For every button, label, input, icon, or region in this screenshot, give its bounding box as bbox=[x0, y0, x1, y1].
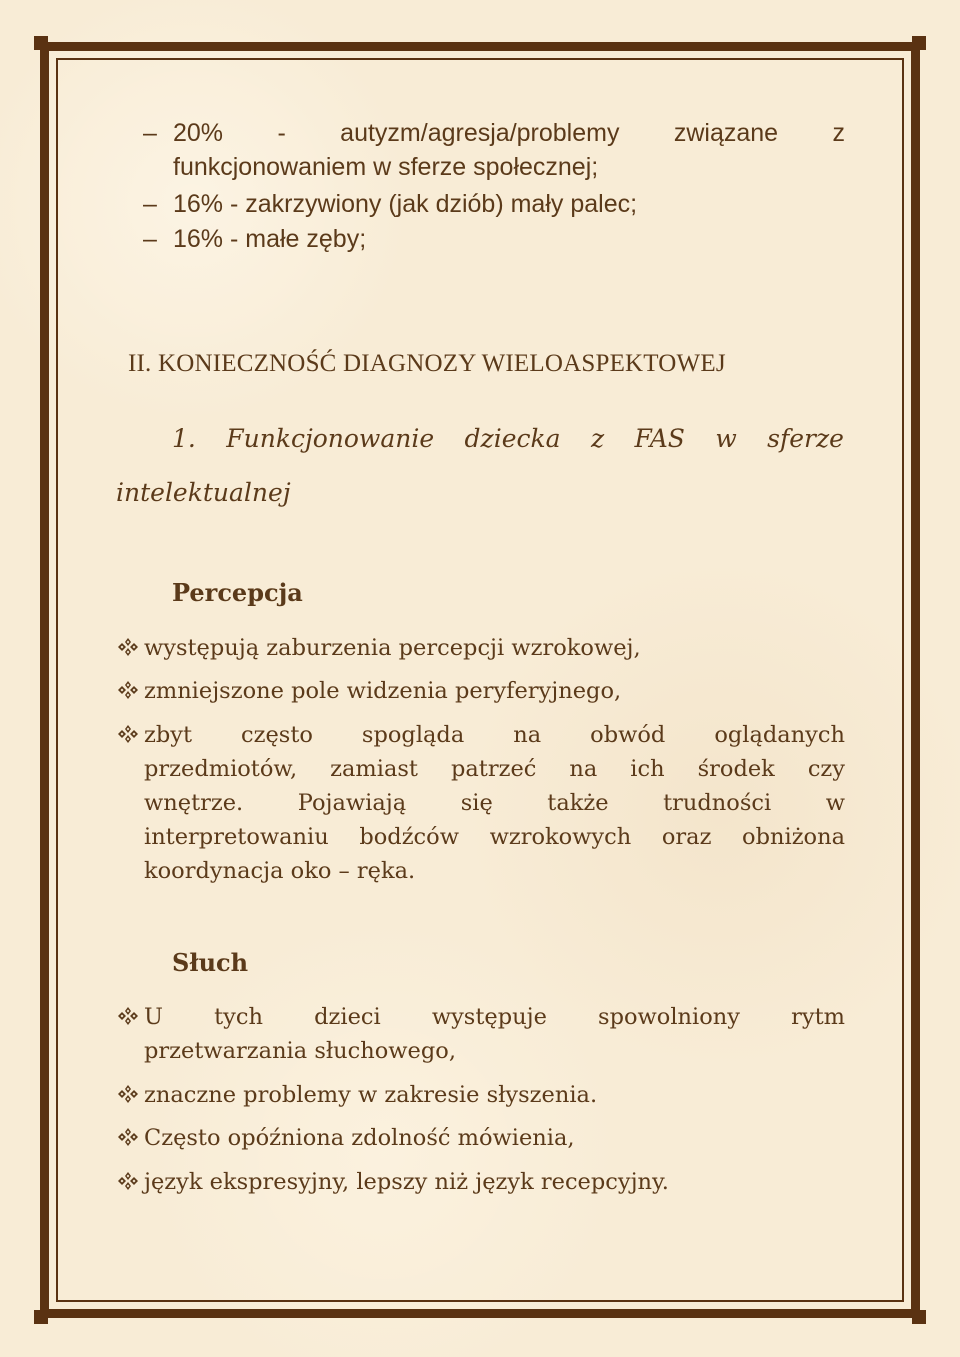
four-diamond-ornament-icon bbox=[116, 1079, 140, 1109]
bullet-text-line: Często opóźniona zdolność mówienia, bbox=[144, 1125, 575, 1151]
bullet-text-line: zmniejszone pole widzenia peryferyjnego, bbox=[144, 678, 622, 704]
bullet-text-line: przetwarzania słuchowego, bbox=[144, 1038, 456, 1064]
four-diamond-ornament-icon bbox=[116, 632, 140, 662]
four-diamond-ornament-icon bbox=[116, 675, 140, 705]
bullet-item bbox=[116, 1121, 846, 1157]
bullet-text-line: język ekspresyjny, lepszy niż język recepcyjny. bbox=[144, 1169, 669, 1195]
bullet-text-line: wnętrze. Pojawiają się także trudności w bbox=[144, 790, 845, 816]
four-diamond-ornament-icon bbox=[116, 1122, 140, 1152]
dash-item-text-line: 20% - autyzm/agresja/problemy związane z bbox=[173, 119, 845, 147]
dash-marker: – bbox=[143, 190, 157, 218]
bullet-item bbox=[116, 718, 846, 890]
dash-marker: – bbox=[143, 225, 157, 253]
bullet-item bbox=[116, 674, 846, 710]
subheading-continuation: intelektualnej bbox=[116, 478, 291, 507]
dash-list-item bbox=[145, 116, 845, 188]
four-diamond-ornament-icon bbox=[116, 1001, 140, 1031]
bullet-text-line: występują zaburzenia percepcji wzrokowej, bbox=[144, 635, 641, 661]
section-heading: II. KONIECZNOŚĆ DIAGNOZY WIELOASPEKTOWEJ bbox=[128, 350, 726, 377]
subheading-word: z bbox=[590, 424, 605, 453]
four-diamond-ornament-icon bbox=[116, 1166, 140, 1196]
dash-item-text-line: 16% - zakrzywiony (jak dziób) mały palec; bbox=[173, 190, 638, 218]
dash-list-item bbox=[145, 222, 845, 258]
dash-list-item bbox=[145, 187, 845, 223]
subheading-word: Funkcjonowanie bbox=[226, 424, 435, 453]
bullet-item bbox=[116, 1165, 846, 1201]
subheading-word: sferze bbox=[767, 424, 844, 453]
bullet-text-line: znaczne problemy w zakresie słyszenia. bbox=[144, 1082, 598, 1108]
subheading bbox=[172, 424, 844, 453]
group-title-sluch: Słuch bbox=[172, 948, 249, 977]
subheading-word: FAS bbox=[634, 424, 685, 453]
subheading-word: w bbox=[715, 424, 737, 453]
four-diamond-ornament-icon bbox=[116, 719, 140, 749]
bullet-item bbox=[116, 631, 846, 667]
group-title-percepcja: Percepcja bbox=[172, 578, 303, 607]
subheading-word: 1. bbox=[172, 424, 196, 453]
bullet-text-line: U tych dzieci występuje spowolniony rytm bbox=[144, 1004, 845, 1030]
dash-marker: – bbox=[143, 119, 157, 147]
bullet-item bbox=[116, 1000, 846, 1070]
bullet-item bbox=[116, 1078, 846, 1114]
subheading-word: dziecka bbox=[464, 424, 561, 453]
bullet-text-line: koordynacja oko – ręka. bbox=[144, 858, 416, 884]
dash-item-text-line: 16% - małe zęby; bbox=[173, 225, 367, 253]
dash-item-text-line: funkcjonowaniem w sferze społecznej; bbox=[173, 153, 599, 181]
bullet-text-line: zbyt często spogląda na obwód oglądanych bbox=[144, 722, 845, 748]
bullet-text-line: przedmiotów, zamiast patrzeć na ich środek czy bbox=[144, 756, 845, 782]
bullet-text-line: interpretowaniu bodźców wzrokowych oraz obniżona bbox=[144, 824, 845, 850]
